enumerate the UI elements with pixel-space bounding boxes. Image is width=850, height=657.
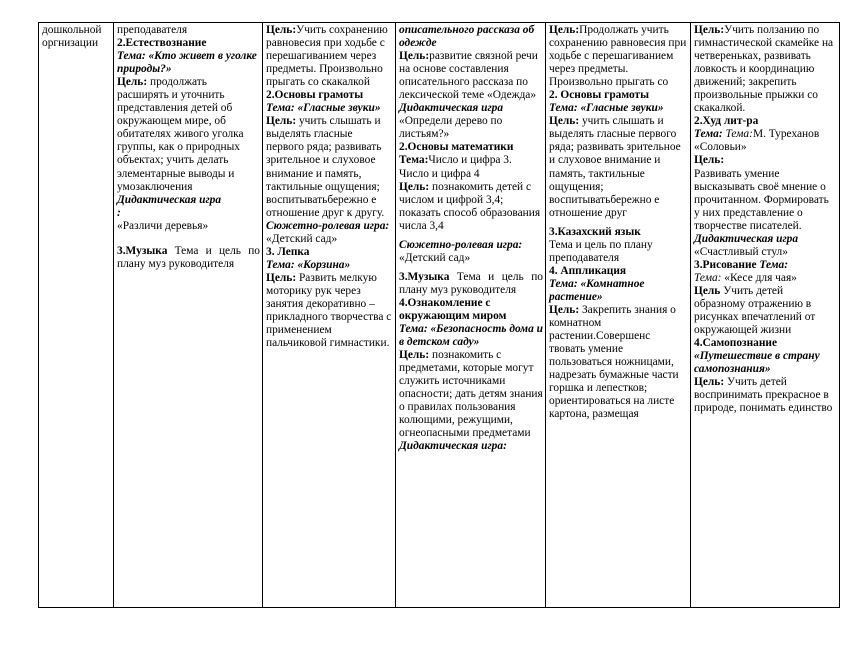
goal-text: развитие связной речи на основе составления описательного рассказа по лексической теме «Одежда»	[399, 50, 538, 102]
goal-label: Цель:	[399, 180, 430, 193]
theme-text: Тема: «Комнатное растение»	[549, 277, 645, 303]
theme-label-italic: Тема:	[722, 128, 753, 141]
lesson-heading: 2.Основы математики	[399, 141, 514, 154]
goal-label: Цель:	[694, 154, 725, 167]
lesson-heading: 3.Рисование	[694, 258, 757, 271]
goal-text: учить слышать и выделять гласные первого ряда; развивать зрительное и слуховое внимание и память, тактильные ощущения; воспитыватьбережно е отношение друг	[549, 115, 681, 219]
theme-text: Тема: «Безопасность дома и в детском саду»	[399, 323, 543, 349]
cell-day-1	[114, 23, 263, 608]
role-game-label: Сюжетно-ролевая игра:	[266, 219, 390, 232]
goal-text: Учить детей воспринимать прекрасное в природе, понимать единство	[694, 376, 833, 415]
goal-label: Цель:	[266, 271, 297, 284]
theme-text: Тема: «Гласные звуки»	[266, 102, 381, 115]
role-game-text: «Детский сад»	[266, 232, 338, 245]
goal-label: Цель:	[399, 50, 430, 63]
goal-text: продолжать расширять и уточнить представления детей об окружающем мире, об обитателях живого уголка группы, как о природных объектах; учить делать элементарные выводы и умозаключения	[117, 76, 244, 193]
theme-label-italic: Тема:	[694, 271, 722, 284]
goal-label: Цель:	[266, 115, 297, 128]
goal-text: познакомить с предметами, которые могут служить источниками опасности; дать детям знания о правилах пользования колющими, режущими, огнеопасными предметами	[399, 349, 543, 440]
goal-label: Цель:	[399, 349, 430, 362]
theme-text: «Кесе для чая»	[721, 271, 797, 284]
game-label: Дидактическая игра	[399, 102, 504, 115]
theme-label: Тема:	[756, 258, 789, 271]
theme-text: Тема: «Корзина»	[266, 258, 351, 271]
cell-day-2	[263, 23, 396, 608]
lesson-heading: 3.Казахский язык	[549, 225, 641, 238]
game-text: «Различи деревья»	[117, 219, 209, 232]
goal-text: учить слышать и выделять гласные первого ряда; развивать зрительное и слуховое внимание и память, тактильные ощущения; воспитыватьбережно е отношение друг к другу.	[266, 115, 385, 219]
lesson-text: Тема и цель по плану муз руководителя	[117, 244, 260, 270]
org-line-2: оргнизации	[42, 37, 99, 50]
goal-label: Цель	[694, 284, 721, 297]
game-text: «Определи дерево по листьям?»	[399, 115, 503, 141]
game-colon: :	[117, 206, 121, 219]
theme-label: Тема:	[399, 154, 429, 167]
goal-label: Цель:	[266, 24, 297, 36]
role-game-label: Сюжетно-ролевая игра:	[399, 238, 523, 251]
cell-day-3	[396, 23, 546, 608]
lesson-heading: 4.Самопознание	[694, 337, 778, 350]
goal-label: Цель:	[694, 24, 725, 36]
lesson-heading: 2.Худ лит-ра	[694, 115, 759, 128]
goal-label: Цель:	[549, 303, 580, 316]
theme-text: «Путешествие в страну самопознания»	[694, 350, 820, 376]
continued-text: преподавателя	[117, 24, 188, 36]
theme-text: М. Туреханов «Соловьи»	[694, 128, 820, 154]
game-text: «Счастливый стул»	[694, 245, 788, 258]
goal-label: Цель:	[549, 24, 580, 36]
goal-text: Продолжать учить сохранению равновесия при ходьбе с перешагиванием через предметы. Произвольно прыгать со	[549, 24, 687, 89]
goal-text: Учить детей образному отражению в рисунках впечатлений от окружающей жизни	[694, 284, 816, 337]
lesson-heading: 4. Аппликация	[549, 264, 627, 277]
goal-text: Развить мелкую моторику рук через занятия декоративно – прикладного творчества с применением пальчиковой гимнастики.	[266, 271, 392, 350]
role-game-text: «Детский сад»	[399, 251, 471, 264]
table-row	[39, 23, 840, 608]
goal-label: Цель:	[549, 115, 580, 128]
cell-day-4	[546, 23, 691, 608]
game-colon: :	[503, 440, 507, 453]
goal-label: Цель:	[694, 376, 725, 389]
theme-text: описательного рассказа об одежде	[399, 24, 535, 50]
theme-label: Тема:	[117, 50, 149, 63]
lesson-heading: 3.Музыка	[399, 270, 450, 283]
theme-text: Тема: «Гласные звуки»	[549, 102, 664, 115]
goal-text: познакомить детей с числом и цифрой 3,4; показать способ образования числа 3,4	[399, 180, 541, 232]
theme-text: Число и цифра 3. Число и цифра 4	[399, 154, 512, 180]
theme-label: Тема:	[694, 128, 723, 141]
lesson-heading: 3. Лепка	[266, 245, 310, 258]
goal-label: Цель:	[117, 76, 148, 89]
cell-org	[39, 23, 114, 608]
goal-text: Учить сохранению равновесия при ходьбе с перешагиванием через предметы. Произвольно прыгать со скакалкой	[266, 24, 388, 89]
lesson-heading: 2.Основы грамоты	[266, 89, 364, 102]
cell-day-5	[691, 23, 840, 608]
lesson-heading: 2. Основы грамоты	[549, 89, 650, 102]
lesson-text: Тема и цель по плану преподавателя	[549, 238, 653, 264]
goal-text: Закрепить знания о комнатном растении.Совершенс твовать умение пользоваться ножницами, надрезать бумажные части горшка и лепестков; ориентироваться на листе картона, размещая	[549, 303, 679, 421]
lesson-text: Тема и цель по плану муз руководителя	[399, 270, 543, 296]
theme-text: «Кто живет в уголке природы?»	[117, 50, 257, 76]
game-label: Дидактическая игра	[694, 232, 799, 245]
org-line-1: дошкольной	[42, 24, 102, 36]
lesson-plan-table	[38, 22, 840, 608]
game-label: Дидактическая игра	[117, 193, 222, 206]
lesson-heading: 4.Ознакомление с окружающим миром	[399, 296, 507, 322]
goal-text: Учить ползанию по гимнастической скамейке на четвереньках, развивать ловкость и координацию движений; закрепить произвольные прыжки со скакалкой.	[694, 24, 834, 115]
game-label: Дидактическая игра	[399, 440, 504, 453]
goal-text: Развивать умение высказывать своё мнение о прочитанном. Формировать у них представление о творчестве писателей.	[694, 167, 829, 232]
lesson-heading: 2.Естествознание	[117, 37, 207, 50]
lesson-heading: 3.Музыка	[117, 244, 168, 257]
